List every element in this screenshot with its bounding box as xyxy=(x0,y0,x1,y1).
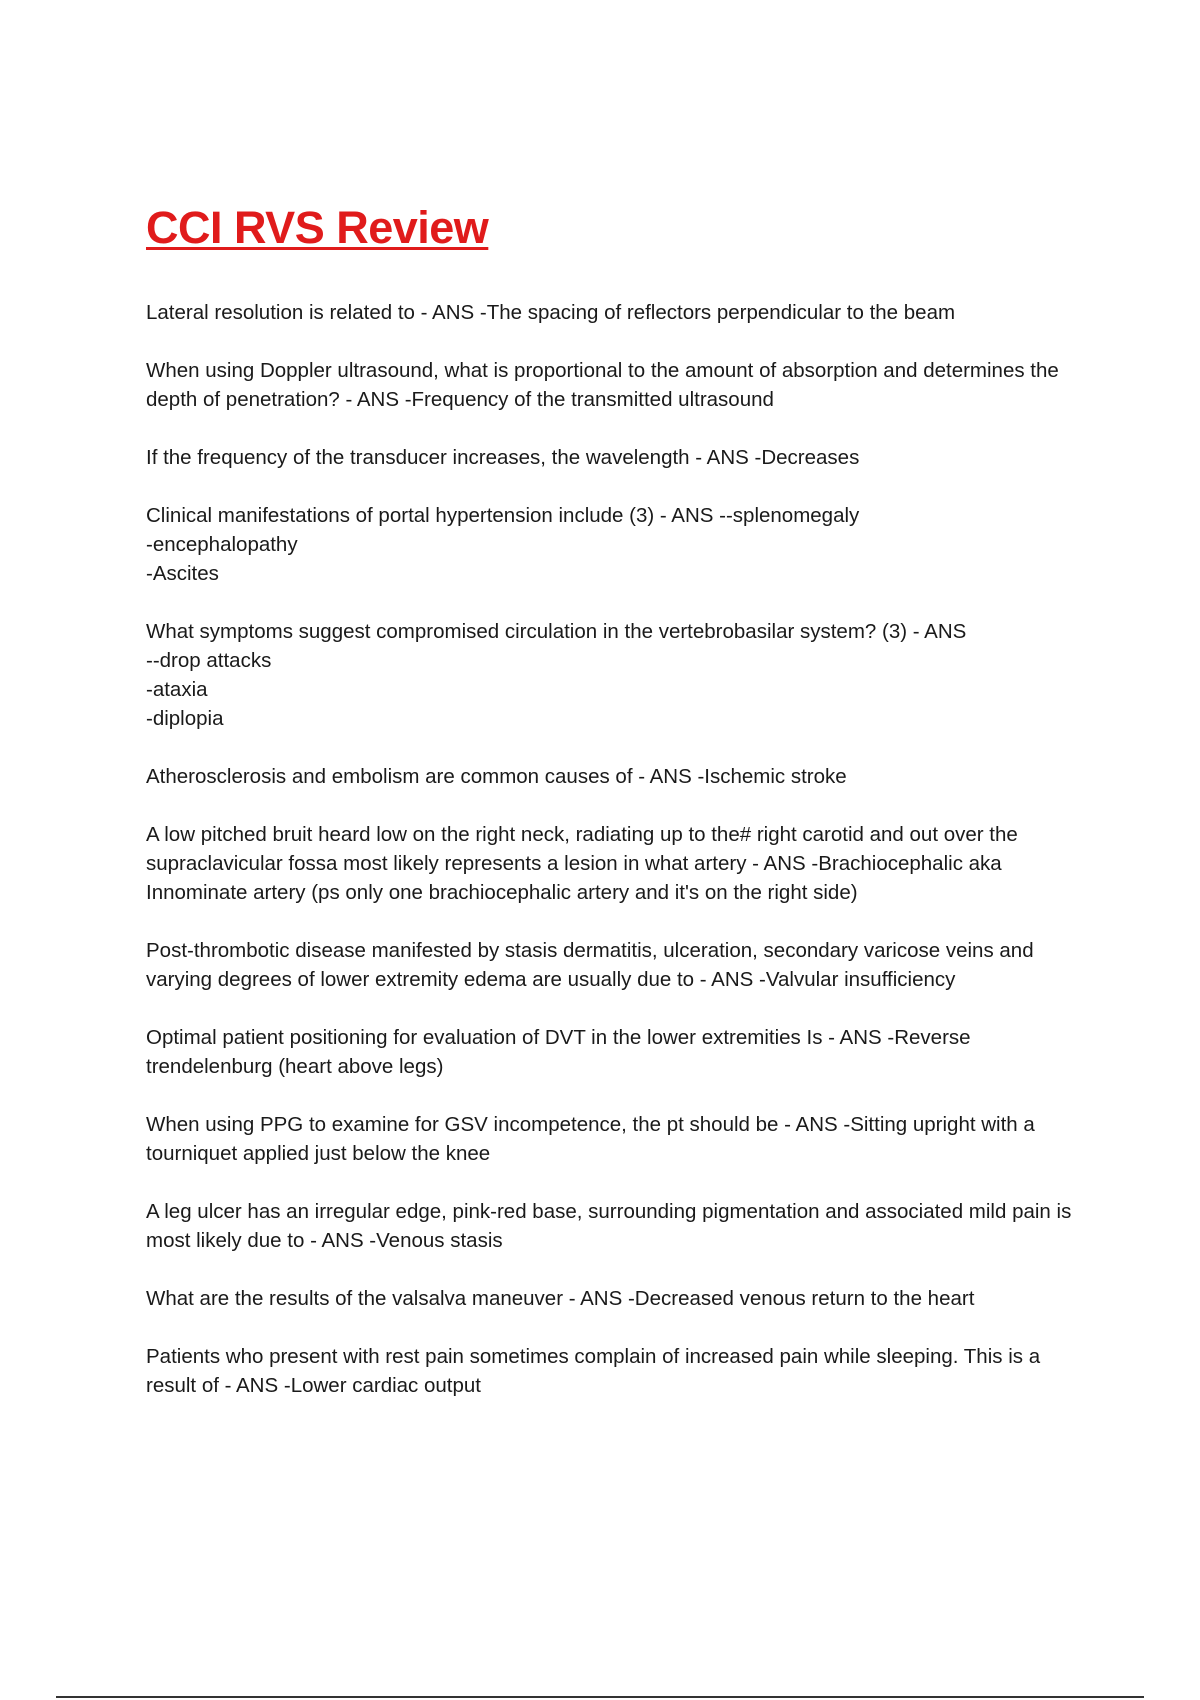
qa-item xyxy=(146,1284,1086,1313)
qa-item xyxy=(146,936,1086,994)
qa-item xyxy=(146,443,1086,472)
qa-item xyxy=(146,1197,1086,1255)
qa-list xyxy=(146,298,1086,1429)
qa-first-line xyxy=(146,298,1086,327)
qa-item xyxy=(146,356,1086,414)
question-text: A leg ulcer has an irregular edge, pink-red base, surrounding pigmentation and associated mild pain is most likely due to - ANS - xyxy=(146,1200,1072,1252)
qa-item xyxy=(146,617,1086,733)
question-text: What symptoms suggest compromised circulation in the vertebrobasilar system? (3) - ANS xyxy=(146,620,967,643)
qa-first-line xyxy=(146,762,1086,791)
question-text: Atherosclerosis and embolism are common causes of - ANS - xyxy=(146,765,705,788)
answer-list-line: -Ascites xyxy=(146,562,219,585)
qa-first-line xyxy=(146,820,1086,907)
answer-text: Venous stasis xyxy=(376,1229,503,1252)
question-text: A low pitched bruit heard low on the right neck, radiating up to the# right carotid and out over the supraclavicular fossa most likely represents a lesion in what artery - ANS - xyxy=(146,823,1018,875)
qa-first-line xyxy=(146,501,1086,530)
question-text: If the frequency of the transducer increases, the wavelength - ANS - xyxy=(146,446,762,469)
qa-item xyxy=(146,1110,1086,1168)
answer-text: Reverse trendelenburg (heart above legs) xyxy=(146,1026,971,1078)
answer-list-line: -encephalopathy xyxy=(146,533,298,556)
qa-item xyxy=(146,820,1086,907)
answer-list-line: -ataxia xyxy=(146,678,208,701)
qa-first-line xyxy=(146,1110,1086,1168)
question-text: When using Doppler ultrasound, what is proportional to the amount of absorption and determines the depth of penetration? - ANS - xyxy=(146,359,1059,411)
qa-item xyxy=(146,298,1086,327)
answer-text: -splenomegaly xyxy=(725,504,860,527)
answer-text: Frequency of the transmitted ultrasound xyxy=(411,388,774,411)
answer-text: Decreases xyxy=(761,446,860,469)
qa-first-line xyxy=(146,1284,1086,1313)
qa-item xyxy=(146,762,1086,791)
answer-list-line: --drop attacks xyxy=(146,649,272,672)
question-text: Lateral resolution is related to - ANS - xyxy=(146,301,487,324)
qa-first-line xyxy=(146,356,1086,414)
qa-first-line xyxy=(146,1023,1086,1081)
qa-item xyxy=(146,1023,1086,1081)
qa-item xyxy=(146,1342,1086,1400)
qa-first-line xyxy=(146,1197,1086,1255)
qa-first-line xyxy=(146,617,1086,646)
question-text: Patients who present with rest pain sometimes complain of increased pain while sleeping. This is a result of - ANS - xyxy=(146,1345,1041,1397)
question-text: When using PPG to examine for GSV incompetence, the pt should be - ANS - xyxy=(146,1113,851,1136)
page-title: CCI RVS Review xyxy=(146,202,489,253)
answer-text: Ischemic stroke xyxy=(704,765,847,788)
question-text: What are the results of the valsalva maneuver - ANS - xyxy=(146,1287,635,1310)
question-text: Post-thrombotic disease manifested by stasis dermatitis, ulceration, secondary varicose veins and varying degrees of lower extremity edema are usually due to - ANS - xyxy=(146,939,1034,991)
answer-text: Sitting upright with a tourniquet applied just below the knee xyxy=(146,1113,1035,1165)
qa-first-line xyxy=(146,443,1086,472)
question-text: Clinical manifestations of portal hypertension include (3) - ANS - xyxy=(146,504,726,527)
answer-text: Valvular insufficiency xyxy=(765,968,956,991)
answer-list-line: -diplopia xyxy=(146,707,224,730)
qa-first-line xyxy=(146,936,1086,994)
answer-text: Decreased venous return to the heart xyxy=(634,1287,975,1310)
answer-text: Brachiocephalic aka Innominate artery (ps only one brachiocephalic artery and it's on the right side) xyxy=(146,852,1002,904)
question-text: Optimal patient positioning for evaluation of DVT in the lower extremities Is - ANS - xyxy=(146,1026,895,1049)
qa-first-line xyxy=(146,1342,1086,1400)
footer-divider xyxy=(56,1696,1144,1698)
answer-text: Lower cardiac output xyxy=(290,1374,481,1397)
answer-text: The spacing of reflectors perpendicular to the beam xyxy=(486,301,956,324)
qa-item xyxy=(146,501,1086,588)
